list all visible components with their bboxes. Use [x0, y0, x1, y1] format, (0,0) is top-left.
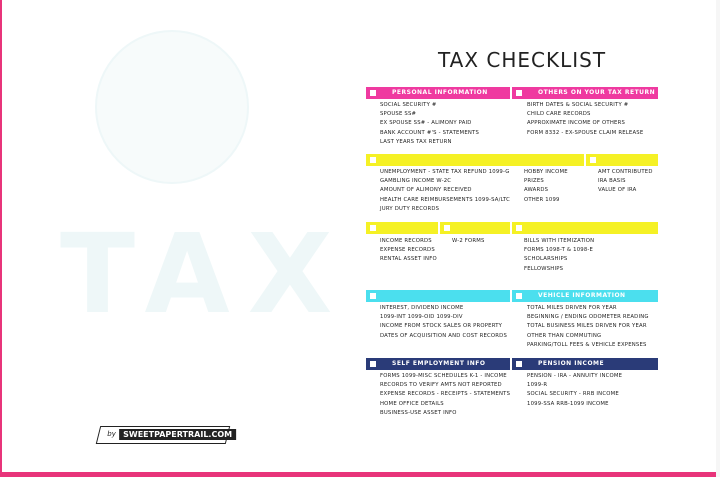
checkbox-icon[interactable] [370, 293, 376, 299]
list-income-left [380, 168, 510, 214]
list-item: OTHER 1099 [524, 196, 560, 203]
section-header-w2 [440, 222, 510, 234]
list-item: SOCIAL SECURITY - RRB INCOME [527, 391, 619, 398]
list-item: AMOUNT OF ALIMONY RECEIVED [380, 187, 472, 194]
list-item: SPOUSE SS# [380, 111, 417, 118]
section-header-vehicle: VEHICLE INFORMATION [512, 290, 658, 302]
watermark-text: TAX [60, 210, 351, 338]
list-item: APPROXIMATE INCOME OF OTHERS [527, 120, 626, 127]
checkbox-icon[interactable] [370, 225, 376, 231]
list-item: AWARDS [524, 187, 549, 194]
section-header-personal: PERSONAL INFORMATION [366, 87, 510, 99]
list-item: UNEMPLOYMENT - STATE TAX REFUND 1099-G [380, 169, 510, 175]
list-item: BANK ACCOUNT #'S - STATEMENTS [380, 129, 480, 136]
section-header-investments [366, 290, 510, 302]
section-header-ira [586, 154, 658, 166]
list-records-right [524, 237, 594, 274]
list-item: IRA BASIS [598, 178, 626, 185]
left-edge-stripe [0, 0, 2, 477]
list-item: AMT CONTRIBUTED [598, 169, 653, 175]
watermark-circle-icon [95, 30, 249, 184]
list-item: HOME OFFICE DETAILS [380, 400, 444, 407]
list-item: BEGINNING / ENDING ODOMETER READING [527, 314, 649, 321]
list-item: HOBBY INCOME [524, 169, 568, 175]
list-item: FORMS 1099-MISC SCHEDULES K-1 - INCOME [380, 373, 507, 379]
checkbox-icon[interactable] [516, 225, 522, 231]
section-header-others: OTHERS ON YOUR TAX RETURN [512, 87, 658, 99]
list-item: INCOME FROM STOCK SALES OR PROPERTY [380, 323, 503, 330]
list-income-mid [524, 168, 568, 205]
list-item: OTHER THAN COMMUTING [527, 332, 602, 339]
checkbox-icon[interactable] [516, 361, 522, 367]
list-item: FORMS 1098-T & 1098-E [524, 247, 594, 254]
page-title: TAX CHECKLIST [438, 48, 607, 72]
list-item: HEALTH CARE REIMBURSEMENTS 1099-SA/LTC [380, 196, 511, 203]
list-item: BIRTH DATES & SOCIAL SECURITY # [527, 102, 629, 108]
logo-by-text: by [107, 430, 116, 438]
list-item: BILLS WITH ITEMIZATION [524, 238, 595, 244]
list-vehicle [527, 304, 649, 350]
list-item: PARKING/TOLL FEES & VEHICLE EXPENSES [527, 341, 647, 348]
list-self-employment [380, 372, 510, 418]
checkbox-icon[interactable] [590, 157, 596, 163]
list-item: EXPENSE RECORDS [380, 247, 435, 254]
checkbox-icon[interactable] [370, 90, 376, 96]
list-item: LAST YEARS TAX RETURN [380, 138, 452, 145]
list-records-left [380, 237, 437, 265]
checkbox-icon[interactable] [444, 225, 450, 231]
list-item: TOTAL MILES DRIVEN FOR YEAR [527, 305, 617, 311]
list-item: GAMBLING INCOME W-2C [380, 178, 452, 185]
checkbox-icon[interactable] [516, 293, 522, 299]
list-income-right [598, 168, 653, 196]
list-records-mid [452, 237, 485, 246]
section-header-pension: PENSION INCOME [512, 358, 658, 370]
checkbox-icon[interactable] [516, 90, 522, 96]
list-personal [380, 101, 479, 147]
list-item: INCOME RECORDS [380, 238, 432, 244]
bottom-edge-stripe [0, 472, 720, 477]
list-pension [527, 372, 622, 409]
list-item: EXPENSE RECORDS - RECEIPTS - STATEMENTS [380, 391, 511, 398]
section-header-education [512, 222, 658, 234]
list-item: PRIZES [524, 178, 544, 185]
list-item: PENSION - IRA - ANNUITY INCOME [527, 373, 623, 379]
list-item: FELLOWSHIPS [524, 265, 564, 272]
list-investments [380, 304, 507, 341]
list-item: VALUE OF IRA [598, 187, 637, 194]
list-item: JURY DUTY RECORDS [380, 205, 440, 212]
list-item: 1099-INT 1099-OID 1099-DIV [380, 314, 463, 321]
list-item: EX SPOUSE SS# - ALIMONY PAID [380, 120, 472, 127]
list-item: SCHOLARSHIPS [524, 256, 568, 263]
list-item: 1099-SSA RRB-1099 INCOME [527, 400, 609, 407]
list-item: BUSINESS-USE ASSET INFO [380, 409, 457, 416]
logo-name-text: SWEETPAPERTRAIL.COM [119, 429, 236, 440]
checkbox-icon[interactable] [370, 157, 376, 163]
list-item: W-2 FORMS [452, 238, 485, 244]
list-item: FORM 8332 - EX-SPOUSE CLAIM RELEASE [527, 129, 644, 136]
list-item: INTEREST, DIVIDEND INCOME [380, 305, 464, 311]
list-others [527, 101, 643, 138]
list-item: TOTAL BUSINESS MILES DRIVEN FOR YEAR [527, 323, 647, 330]
checkbox-icon[interactable] [370, 361, 376, 367]
section-header-records [366, 222, 438, 234]
list-item: DATES OF ACQUISITION AND COST RECORDS [380, 332, 508, 339]
list-item: 1099-R [527, 382, 548, 389]
section-header-self-employment: SELF EMPLOYMENT INFO [366, 358, 510, 370]
list-item: RENTAL ASSET INFO [380, 256, 437, 263]
list-item: SOCIAL SECURITY # [380, 102, 437, 108]
brand-logo[interactable] [96, 426, 233, 444]
list-item: RECORDS TO VERIFY AMTS NOT REPORTED [380, 382, 502, 389]
list-item: CHILD CARE RECORDS [527, 111, 591, 118]
section-header-income [366, 154, 584, 166]
right-edge-shadow [716, 0, 720, 477]
